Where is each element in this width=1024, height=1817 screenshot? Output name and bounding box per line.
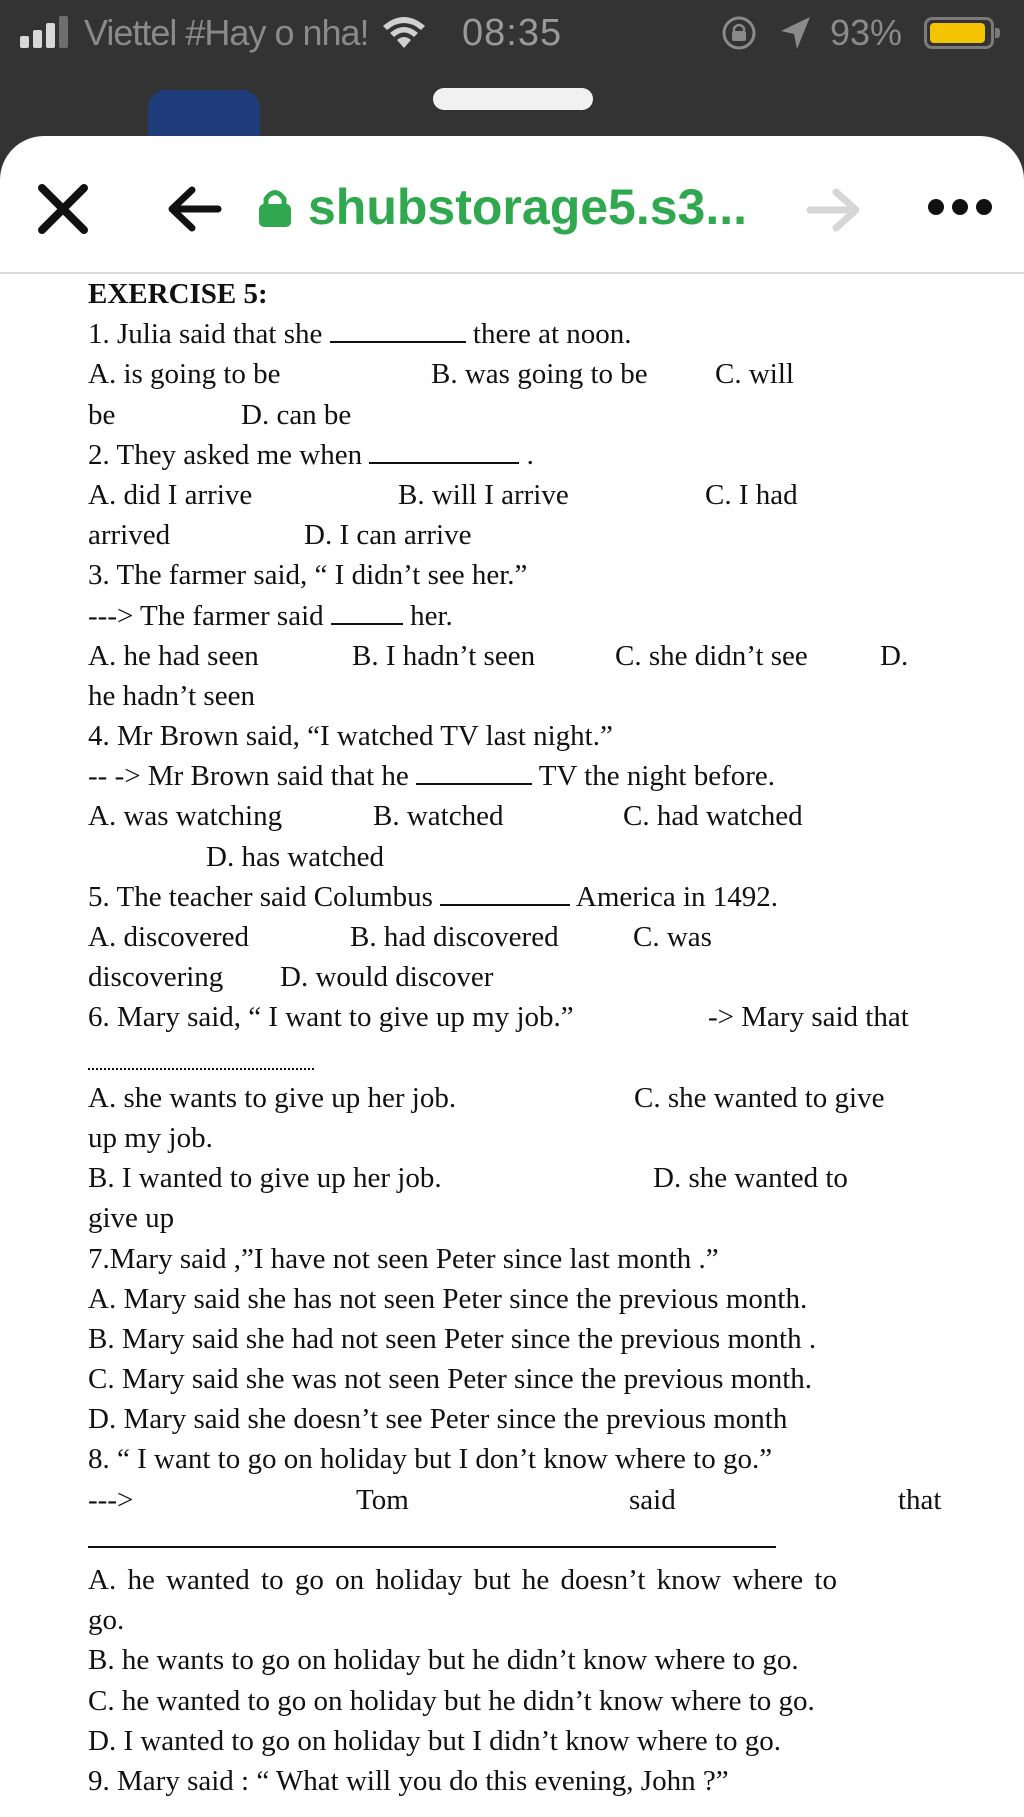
question-6-options — [88, 1078, 950, 1118]
signal-icon — [20, 16, 76, 48]
status-bar — [0, 0, 1024, 70]
exercise-heading: EXERCISE 5: — [88, 278, 268, 310]
question-8: 8. “ I want to go on holiday but I don’t know where to go.” — [88, 1443, 773, 1476]
question-6 — [88, 997, 950, 1037]
question-3-options-cont: he hadn’t seen — [88, 679, 255, 712]
question-3: 3. The farmer said, “ I didn’t see her.” — [88, 559, 528, 592]
address-bar[interactable] — [258, 172, 747, 242]
question-8-option-b: B. he wants to go on holiday but he didn’t know where to go. — [88, 1644, 799, 1677]
question-text: 1. Julia said that she — [88, 318, 323, 351]
question-2 — [88, 435, 950, 475]
question-text: America in 1492. — [575, 880, 779, 913]
option-d: D. can be — [241, 398, 352, 431]
question-text: said — [629, 1483, 676, 1516]
option-a: A. she wants to give up her job. — [88, 1081, 457, 1114]
question-5-options-cont — [88, 957, 950, 997]
question-text: 2. They asked me when — [88, 438, 363, 471]
question-text: there at noon. — [472, 318, 632, 351]
answer-blank — [88, 1520, 776, 1548]
question-7-option-c: C. Mary said she was not seen Peter since the previous month. — [88, 1363, 813, 1396]
question-text: TV the night before. — [538, 760, 776, 793]
option-b: B. was going to be — [431, 358, 648, 391]
option-c-cont: discovering — [88, 961, 224, 994]
question-8-option-a-cont: go. — [88, 1604, 125, 1637]
clock: 08:35 — [462, 12, 563, 54]
option-c: C. I had — [705, 478, 798, 511]
option-c: C. she wanted to give — [634, 1081, 885, 1114]
question-6-options-2 — [88, 1158, 950, 1198]
question-text: Tom — [356, 1483, 409, 1516]
question-4-options — [88, 796, 950, 836]
question-2-options — [88, 475, 950, 515]
question-8-option-d: D. I wanted to go on holiday but I didn’t know where to go. — [88, 1724, 781, 1757]
forward-arrow-icon[interactable] — [806, 186, 862, 234]
question-6-options-cont: up my job. — [88, 1121, 213, 1154]
option-d: D. would discover — [280, 961, 494, 994]
wifi-icon — [380, 14, 428, 50]
question-text: her. — [410, 599, 453, 632]
question-9: 9. Mary said : “ What will you do this evening, John ?” — [88, 1764, 729, 1797]
option-b: B. had discovered — [350, 921, 559, 953]
option-d: D. — [880, 639, 909, 672]
option-b: B. will I arrive — [398, 478, 569, 511]
option-d: D. I can arrive — [304, 519, 472, 552]
answer-blank — [416, 757, 532, 785]
option-a: A. is going to be — [88, 358, 281, 391]
answer-blank — [369, 436, 519, 464]
answer-blank — [330, 315, 466, 343]
question-7-option-b: B. Mary said she had not seen Peter since the previous month . — [88, 1322, 817, 1355]
question-text: 5. The teacher said Columbus — [88, 880, 433, 913]
question-5 — [88, 877, 950, 917]
question-4-options-cont — [88, 837, 950, 877]
question-1-options-cont — [88, 395, 950, 435]
option-a: A. he had seen — [88, 639, 259, 672]
close-icon[interactable] — [36, 182, 90, 236]
question-text: . — [526, 438, 534, 471]
question-3-options — [88, 636, 950, 676]
question-7-option-d: D. Mary said she doesn’t see Peter since the previous month — [88, 1403, 788, 1436]
battery-percent: 93% — [830, 12, 903, 53]
question-7: 7.Mary said ,”I have not seen Peter since last month .” — [88, 1242, 719, 1275]
question-7-option-a: A. Mary said she has not seen Peter since the previous month. — [88, 1282, 808, 1315]
question-text: that — [898, 1483, 942, 1516]
location-arrow-icon — [778, 14, 812, 52]
option-d: D. she wanted to — [653, 1162, 848, 1195]
answer-blank — [88, 1038, 314, 1070]
option-a: A. discovered — [88, 921, 250, 953]
option-c-cont: arrived — [88, 519, 171, 552]
question-text: -- -> Mr Brown said that he — [88, 760, 409, 793]
more-options-icon[interactable] — [926, 196, 994, 218]
option-c: C. she didn’t see — [615, 639, 808, 672]
answer-blank — [440, 878, 570, 906]
question-5-options — [88, 917, 950, 957]
padlock-icon — [258, 186, 292, 228]
browser-toolbar — [0, 136, 1024, 274]
option-c-cont: be — [88, 398, 116, 431]
question-6-options-2-cont: give up — [88, 1202, 175, 1235]
option-c: C. will — [715, 358, 794, 391]
question-text: ---> The farmer said — [88, 599, 324, 632]
question-8-option-a: A. he wanted to go on holiday but he doesn’t know where to — [88, 1564, 837, 1596]
option-c: C. was — [633, 921, 712, 953]
question-2-options-cont — [88, 515, 950, 555]
question-8-option-c: C. he wanted to go on holiday but he didn’t know where to go. — [88, 1684, 815, 1717]
option-b: B. I hadn’t seen — [352, 639, 536, 672]
option-b: B. watched — [373, 800, 504, 833]
back-arrow-icon[interactable] — [166, 184, 222, 234]
question-4: 4. Mr Brown said, “I watched TV last night.” — [88, 720, 613, 753]
sheet-grabber-handle[interactable] — [433, 88, 593, 110]
question-1 — [88, 314, 950, 354]
option-a: A. was watching — [88, 800, 283, 833]
answer-blank — [331, 597, 403, 625]
question-text: ---> — [88, 1483, 134, 1516]
question-8-prompt — [88, 1480, 950, 1520]
option-c: C. had watched — [623, 800, 803, 833]
carrier-name: Viettel #Hay o nha! — [84, 12, 369, 53]
document-content — [88, 274, 950, 1801]
question-1-options — [88, 354, 950, 394]
rotation-lock-icon — [720, 14, 758, 52]
browser-sheet — [0, 136, 1024, 1817]
option-a: A. did I arrive — [88, 478, 253, 511]
page-url: shubstorage5.s3... — [308, 179, 748, 235]
option-b: B. I wanted to give up her job. — [88, 1162, 442, 1195]
question-8-blank-line — [88, 1520, 950, 1560]
option-d: D. has watched — [206, 840, 384, 873]
question-text: -> Mary said that — [708, 1001, 909, 1034]
battery-icon — [924, 17, 994, 49]
question-6-blank-line — [88, 1038, 950, 1078]
question-3-prompt — [88, 596, 950, 636]
question-4-prompt — [88, 756, 950, 796]
question-text: 6. Mary said, “ I want to give up my job.” — [88, 1001, 574, 1034]
